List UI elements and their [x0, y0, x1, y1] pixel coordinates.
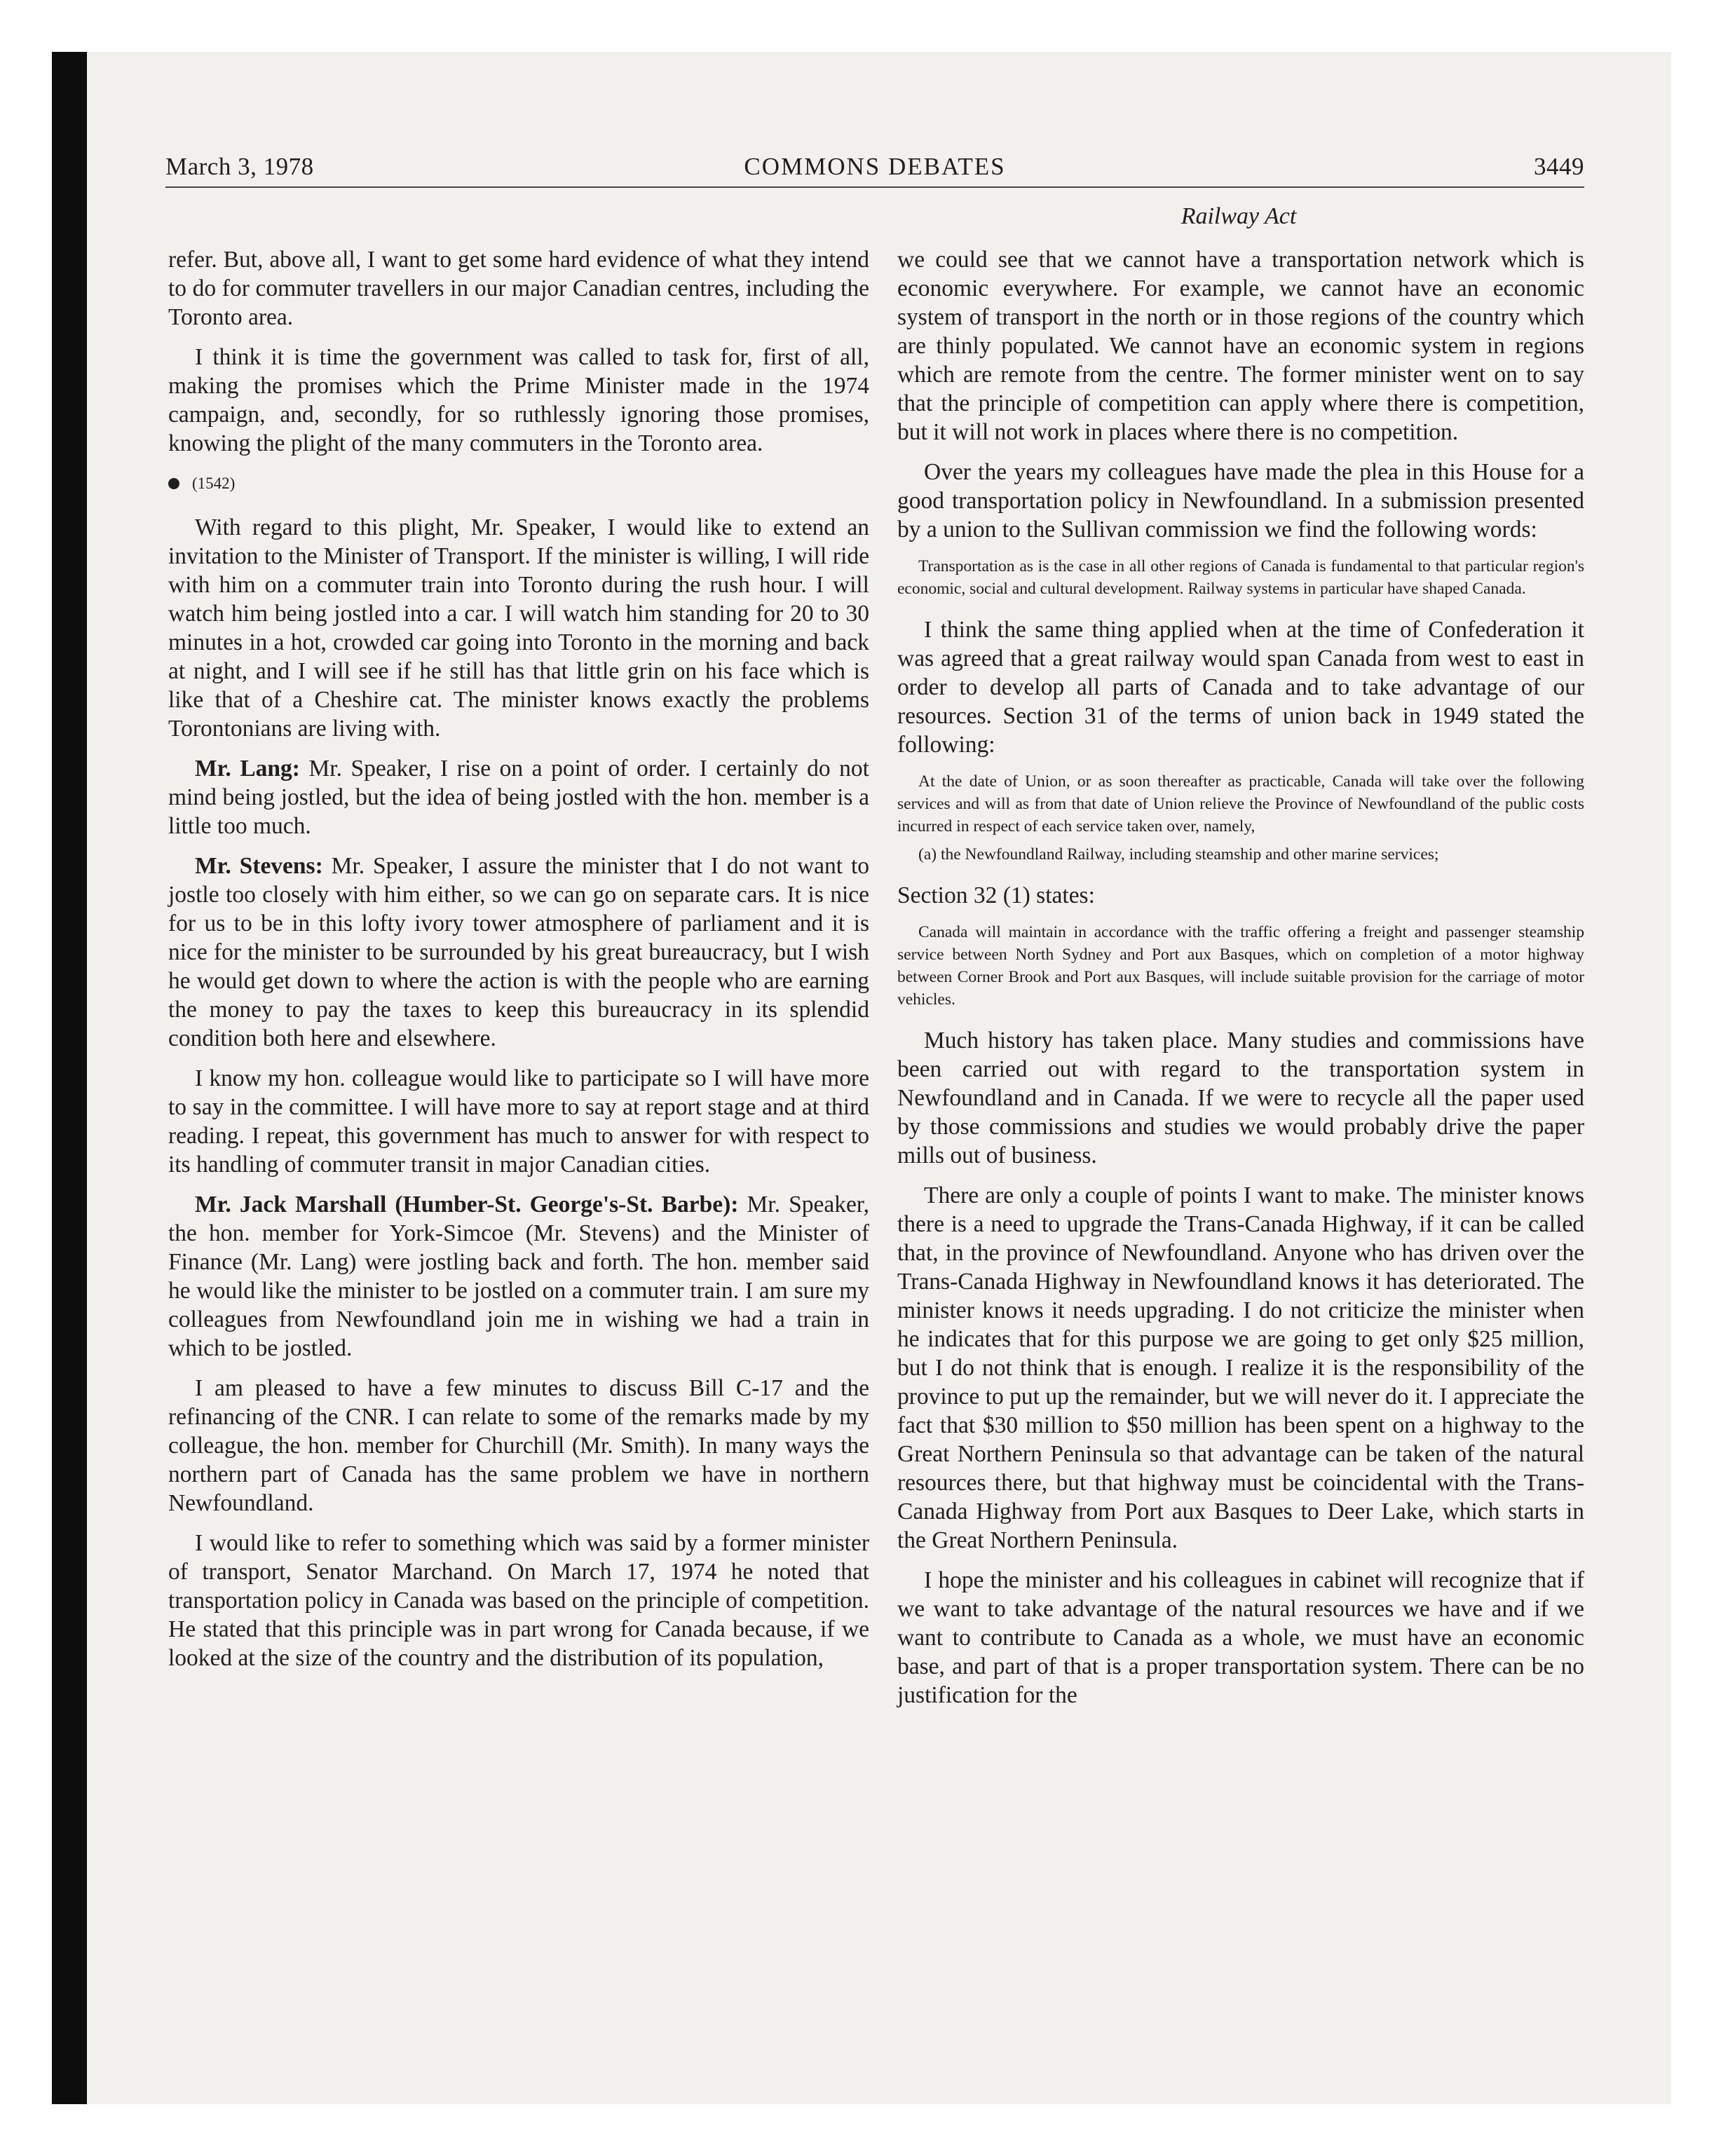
block-quote — [897, 770, 1584, 866]
right-column — [897, 245, 1584, 1721]
speech-paragraph — [168, 852, 869, 1053]
paragraph: I think it is time the government was called to task for, first of all, making the promises which the Prime Minister made in the 1974 campaign, and, secondly, for so ruthlessly ignoring those promises, knowing the plight of the many commuters in the Toronto area. — [168, 344, 869, 456]
speech-paragraph — [168, 1190, 869, 1363]
header-journal-title: COMMONS DEBATES — [744, 153, 1006, 180]
speaker-name: Mr. Jack Marshall (Humber-St. George's-St. Barbe): — [195, 1192, 739, 1217]
header-page-number: 3449 — [1534, 153, 1584, 180]
speech-paragraph — [168, 754, 869, 840]
block-quote — [897, 921, 1584, 1011]
paragraph: I would like to refer to something which was said by a former minister of transport, Senator Marchand. On March 17, 1974 he noted that transportation policy in Canada was based on the principle of competition. He stated that this principle was in part wrong for Canada because, if we looked at the size of the country and the distribution of its population, — [168, 1530, 869, 1671]
header-date: March 3, 1978 — [165, 153, 314, 180]
paragraph: There are only a couple of points I want to make. The minister knows there is a need to upgrade the Trans-Canada Highway, if it can be called that, in the province of Newfoundland. Anyone who has driven over the Trans-Canada Highway in Newfoundland knows it has deteriorated. The minister knows it needs upgrading. I do not criticize the minister when he indicates that for this purpose we are going to get only $25 million, but I do not think that is enough. I realize it is the responsibility of the province to put up the remainder, but we will never do it. I appreciate the fact that $30 million to $50 million has been spent on a highway to the Great Northern Peninsula so that advantage can be taken of the natural resources there, but that highway must be coincidental with the Trans-Canada Highway from Port aux Basques to Deer Lake, which starts in the Great Northern Peninsula. — [897, 1182, 1584, 1553]
running-head: Railway Act — [1181, 203, 1297, 229]
speech-text: Mr. Speaker, I rise on a point of order. I certainly do not mind being jostled, but the idea of being jostled with the hon. member is a little too much. — [168, 756, 869, 839]
speech-text: Mr. Speaker, I assure the minister that I do not want to jostle too closely with him either, so we can go on separate cars. It is nice for us to be in this lofty ivory tower atmosphere of parliament and it is nice for the minister to be surrounded by his great bureaucracy, but I wish he would get down to where the action is with the people who are earning the money to pay the taxes to keep this bureaucracy in its splendid condition both here and elsewhere. — [168, 853, 869, 1051]
paragraph: With regard to this plight, Mr. Speaker, I would like to extend an invitation to the Minister of Transport. If the minister is willing, I will ride with him on a commuter train into Toronto during the rush hour. I will watch him being jostled into a car. I will watch him standing for 20 to 30 minutes in a hot, crowded car going into Toronto in the morning and back at night, and I will see if he still has that little grin on his face which is like that of a Cheshire cat. The minister knows exactly the problems Torontonians are living with. — [168, 514, 869, 742]
timestamp: (1542) — [192, 475, 236, 492]
header-rule — [165, 186, 1584, 188]
paragraph: I am pleased to have a few minutes to discuss Bill C-17 and the refinancing of the CNR. I can relate to some of the remarks made by my colleague, the hon. member for Churchill (Mr. Smith). In many ways the northern part of Canada has the same problem we have in northern Newfoundland. — [168, 1375, 869, 1516]
paragraph: I think the same thing applied when at the time of Confederation it was agreed that a great railway would span Canada from west to east in order to develop all parts of Canada and to take advantage of our resources. Section 31 of the terms of union back in 1949 stated the following: — [897, 617, 1584, 758]
block-quote — [897, 555, 1584, 600]
paragraph: I hope the minister and his colleagues in cabinet will recognize that if we want to take advantage of the natural resources we have and if we want to contribute to Canada as a whole, we must have an economic base, and part of that is a proper transportation system. There can be no justification for the — [897, 1567, 1584, 1708]
paragraph: I know my hon. colleague would like to participate so I will have more to say in the committee. I will have more to say at report stage and at third reading. I repeat, this government has much to answer for with respect to its handling of commuter transit in major Canadian cities. — [168, 1065, 869, 1178]
speaker-name: Mr. Lang: — [195, 756, 300, 782]
quote-text: (a) the Newfoundland Railway, including steamship and other marine services; — [918, 845, 1439, 864]
section-heading: Section 32 (1) states: — [897, 882, 1095, 908]
paragraph: Over the years my colleagues have made the plea in this House for a good transportation policy in Newfoundland. In a submission presented by a union to the Sullivan commission we find the following words: — [897, 459, 1584, 543]
scan-border — [52, 52, 87, 2104]
quote-text: Transportation as is the case in all other regions of Canada is fundamental to that particular region's economic, social and cultural development. Railway systems in particular have shaped Canada. — [897, 557, 1584, 598]
paragraph: we could see that we cannot have a transportation network which is economic everywhere. For example, we cannot have an economic system of transport in the north or in those regions of the country which are thinly populated. We cannot have an economic system in regions which are remote from the centre. The former minister went on to say that the principle of competition can apply where there is competition, but it will not work in places where there is no competition. — [897, 247, 1584, 445]
left-column — [168, 245, 869, 1684]
timestamp-marker — [168, 469, 869, 498]
quote-text: Canada will maintain in accordance with the traffic offering a freight and passenger steamship service between North Sydney and Port aux Basques, which on completion of a motor highway between Corner Brook and Port aux Basques, will include suitable provision for the carriage of motor vehicles. — [897, 923, 1584, 1009]
quote-text: At the date of Union, or as soon thereafter as practicable, Canada will take over the following services and will as from that date of Union relieve the Province of Newfoundland of the public costs incurred in respect of each service taken over, namely, — [897, 772, 1584, 835]
speaker-name: Mr. Stevens: — [195, 853, 323, 879]
bullet-icon — [168, 478, 179, 489]
speech-text: Mr. Speaker, the hon. member for York-Simcoe (Mr. Stevens) and the Minister of Finance (Mr. Lang) were jostling back and forth. The hon. member said he would like the minister to be jostled on a commuter train. I am sure my colleagues from Newfoundland join me in wishing we had a train in which to be jostled. — [168, 1192, 869, 1361]
paragraph: refer. But, above all, I want to get some hard evidence of what they intend to do for commuter travellers in our major Canadian centres, including the Toronto area. — [168, 247, 869, 330]
paragraph: Much history has taken place. Many studies and commissions have been carried out with regard to the transportation system in Newfoundland and in Canada. If we were to recycle all the paper used by those commissions and studies we would probably drive the paper mills out of business. — [897, 1028, 1584, 1168]
page-header — [165, 153, 1584, 188]
